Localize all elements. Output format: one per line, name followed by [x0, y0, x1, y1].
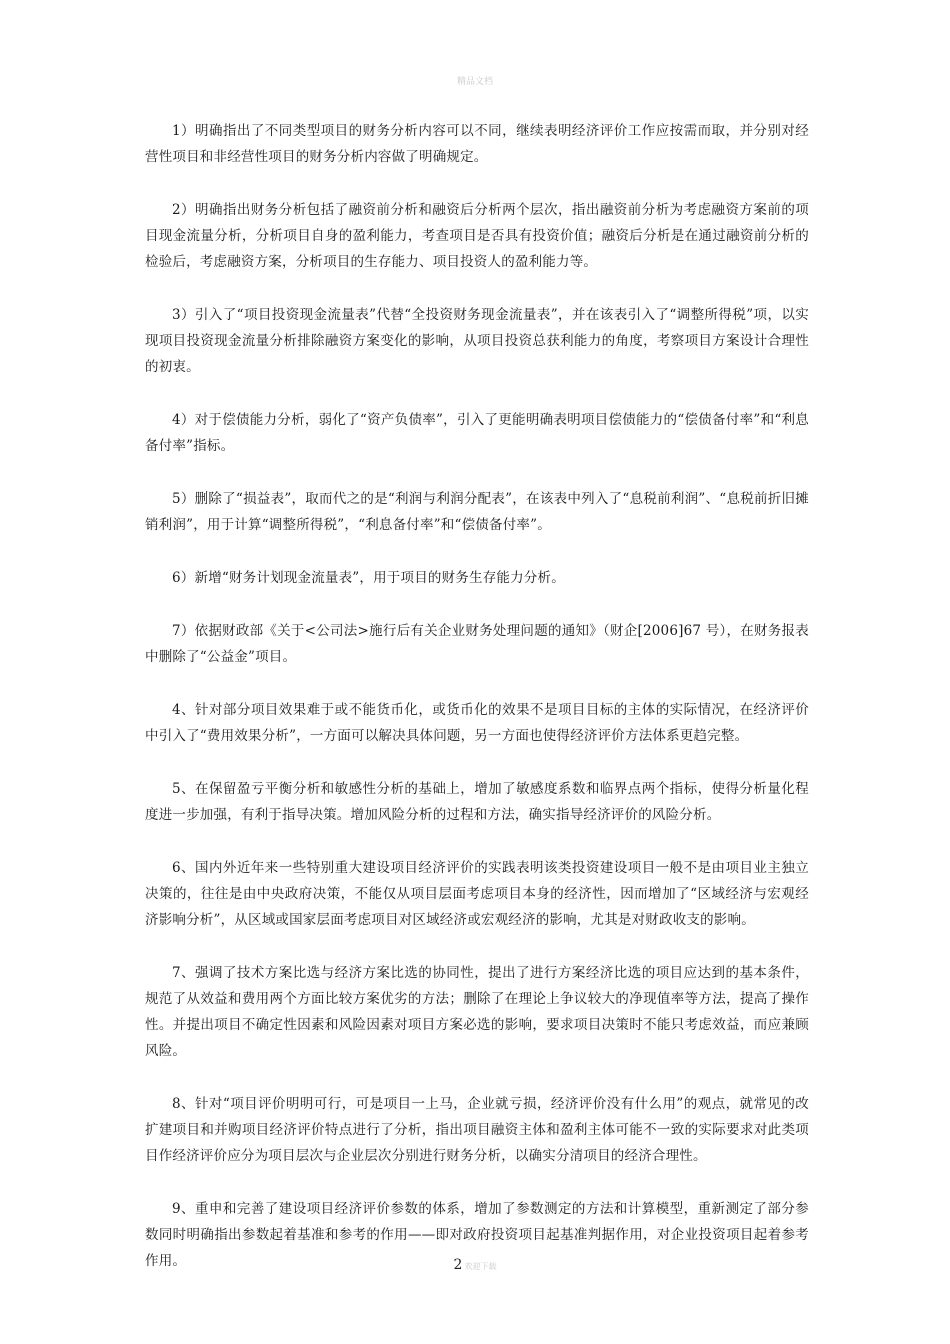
paragraph: 4）对于偿债能力分析，弱化了“资产负债率”，引入了更能明确表明项目偿债能力的“偿债备付率”和“利息备付率”指标。: [145, 412, 809, 454]
paragraph: 8、针对“项目评价明明可行，可是项目一上马，企业就亏损，经济评价没有什么用”的观点，就常见的改扩建项目和并购项目经济评价特点进行了分析，指出项目融资主体和盈利主体可能不一致的实际要求对此类项目作经济评价应分为项目层次与企业层次分别进行财务分析，以确实分清项目的经济合理性。: [145, 1096, 809, 1164]
document-body: [145, 118, 809, 1301]
page-footer: [0, 1254, 950, 1273]
paragraph: 5）删除了“损益表”，取而代之的是“利润与利润分配表”，在该表中列入了“息税前利润”、“息税前折旧摊销利润”，用于计算“调整所得税”，“利息备付率”和“偿债备付率”。: [145, 491, 809, 533]
paragraph: 6）新增“财务计划现金流量表”，用于项目的财务生存能力分析。: [172, 570, 565, 586]
paragraph: 1）明确指出了不同类型项目的财务分析内容可以不同，继续表明经济评价工作应按需而取，并分别对经营性项目和非经营性项目的财务分析内容做了明确规定。: [145, 123, 809, 165]
paragraph: 4、针对部分项目效果难于或不能货币化，或货币化的效果不是项目目标的主体的实际情况，在经济评价中引入了“费用效果分析”，一方面可以解决具体问题，另一方面也使得经济评价方法体系更趋完整。: [145, 702, 809, 744]
paragraph: 6、国内外近年来一些特别重大建设项目经济评价的实践表明该类投资建设项目一般不是由项目业主独立决策的，往往是由中央政府决策，不能仅从项目层面考虑项目本身的经济性，因而增加了“区域经济与宏观经济影响分析”，从区域或国家层面考虑项目对区域经济或宏观经济的影响，尤其是对财政收支的影响。: [145, 860, 809, 928]
paragraph: 3）引入了“项目投资现金流量表”代替“全投资财务现金流量表”，并在该表引入了“调整所得税”项，以实现项目投资现金流量分析排除融资方案变化的影响，从项目投资总获利能力的角度，考察项目方案设计合理性的初衷。: [145, 307, 809, 375]
paragraph: 7、强调了技术方案比选与经济方案比选的协同性，提出了进行方案经济比选的项目应达到的基本条件，规范了从效益和费用两个方面比较方案优劣的方法；删除了在理论上争议较大的净现值率等方法，提高了操作性。并提出项目不确定性因素和风险因素对项目方案必选的影响，要求项目决策时不能只考虑效益，而应兼顾风险。: [145, 965, 809, 1059]
paragraph: 2）明确指出财务分析包括了融资前分析和融资后分析两个层次，指出融资前分析为考虑融资方案前的项目现金流量分析，分析项目自身的盈利能力，考查项目是否具有投资价值；融资后分析是在通过融资前分析的检验后，考虑融资方案，分析项目的生存能力、项目投资人的盈利能力等。: [145, 202, 809, 270]
paragraph: 7）依据财政部《关于<公司法>施行后有关企业财务处理问题的通知》（财企[2006]67 号），在财务报表中删除了“公益金”项目。: [145, 623, 809, 665]
paragraph: 5、在保留盈亏平衡分析和敏感性分析的基础上，增加了敏感度系数和临界点两个指标，使得分析量化程度进一步加强，有利于指导决策。增加风险分析的过程和方法，确实指导经济评价的风险分析。: [145, 781, 809, 823]
footer-watermark: 欢迎下载: [464, 1262, 497, 1271]
paragraph: 9、重申和完善了建设项目经济评价参数的体系，增加了参数测定的方法和计算模型，重新测定了部分参数同时明确指出参数起着基准和参考的作用——即对政府投资项目起基准判据作用，对企业投资项目起着参考作用。: [145, 1201, 809, 1269]
page-number: 2: [453, 1257, 463, 1273]
header-watermark: 精品文档: [456, 77, 493, 87]
